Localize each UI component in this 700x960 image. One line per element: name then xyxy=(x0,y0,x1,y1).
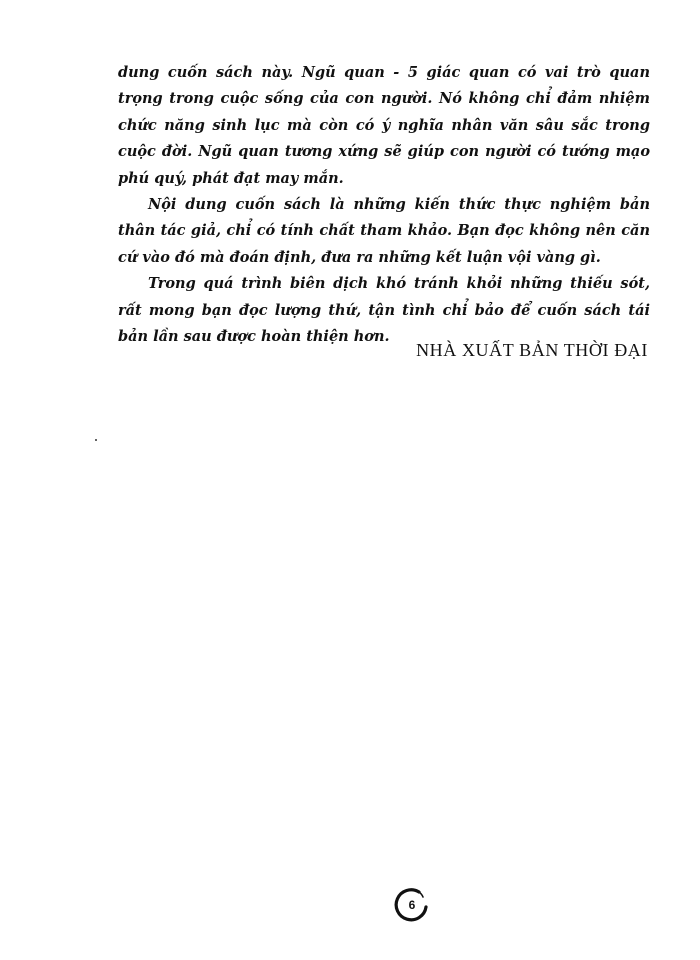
paragraph-3: Trong quá trình biên dịch khó tránh khỏi những thiếu sót, rất mong bạn đọc lượng thứ, tận tình chỉ bảo để cuốn sách tái bản lần sau được hoàn thiện hơn. xyxy=(118,275,650,346)
paragraph-1: dung cuốn sách này. Ngũ quan - 5 giác quan có vai trò quan trọng trong cuộc sống của con người. Nó không chỉ đảm nhiệm chức năng sinh lục mà còn có ý nghĩa nhân văn sâu sắc trong cuộc đời. Ngũ quan tương xứng sẽ giúp con người có tướng mạo phú quý, phát đạt may mắn. xyxy=(118,64,650,187)
scan-speck xyxy=(95,439,97,441)
paragraph-2: Nội dung cuốn sách là những kiến thức thực nghiệm bản thân tác giả, chỉ có tính chất tham khảo. Bạn đọc không nên căn cứ vào đó mà đoán định, đưa ra những kết luận vội vàng gì. xyxy=(118,196,650,266)
page-number-ornament xyxy=(392,885,432,925)
body-text xyxy=(118,60,650,350)
page-number: 6 xyxy=(408,898,416,912)
publisher-signature: NHÀ XUẤT BẢN THỜI ĐẠI xyxy=(416,340,648,360)
